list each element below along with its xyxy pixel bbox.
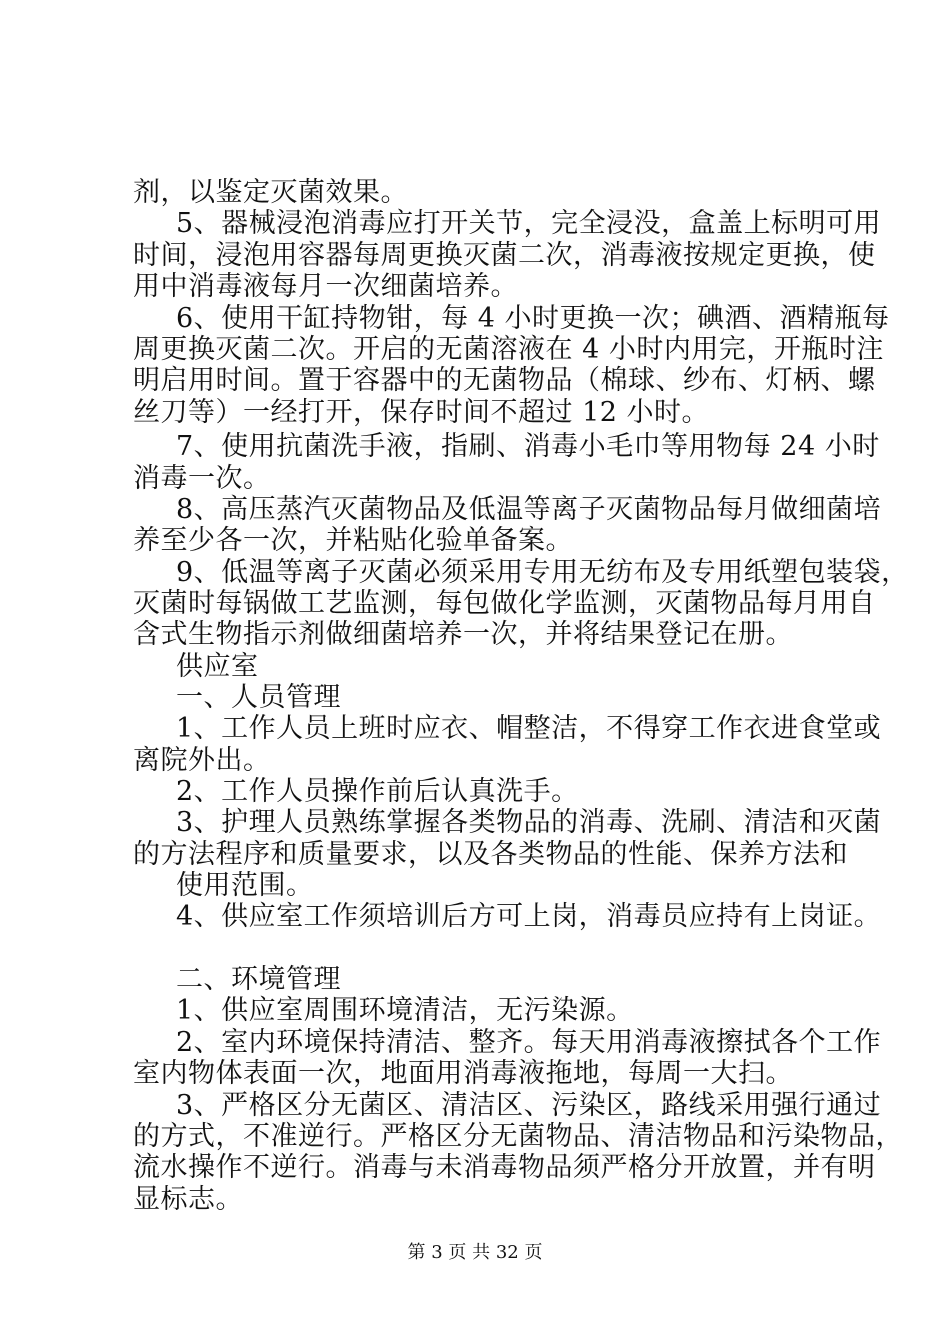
- text-line: 周更换灭菌二次。开启的无菌溶液在 4 小时内用完，开瓶时注: [133, 334, 884, 365]
- text-line: 明启用时间。置于容器中的无菌物品（棉球、纱布、灯柄、螺: [133, 365, 876, 396]
- text-line: 1、供应室周围环境清洁，无污染源。: [176, 995, 634, 1026]
- text-line: 离院外出。: [133, 745, 271, 776]
- page-number-footer: 第 3 页 共 32 页: [407, 1242, 543, 1263]
- text-line: 消毒一次。: [133, 463, 271, 494]
- text-line: 2、工作人员操作前后认真洗手。: [176, 776, 579, 807]
- text-line: 3、护理人员熟练掌握各类物品的消毒、洗刷、清洁和灭菌: [176, 807, 882, 838]
- text-line: 8、高压蒸汽灭菌物品及低温等离子灭菌物品每月做细菌培: [176, 494, 882, 525]
- text-line: 3、严格区分无菌区、清洁区、污染区，路线采用强行通过: [176, 1090, 882, 1121]
- text-line: 的方式，不准逆行。严格区分无菌物品、清洁物品和污染物品，: [133, 1121, 903, 1152]
- section-heading: 一、人员管理: [176, 682, 341, 713]
- text-line: 6、使用干缸持物钳，每 4 小时更换一次；碘酒、酒精瓶每: [176, 303, 890, 334]
- text-line: 5、器械浸泡消毒应打开关节，完全浸没，盒盖上标明可用: [176, 208, 882, 239]
- text-line: 4、供应室工作须培训后方可上岗，消毒员应持有上岗证。: [176, 901, 882, 932]
- text-line: 灭菌时每锅做工艺监测，每包做化学监测，灭菌物品每月用自: [133, 588, 876, 619]
- text-line: 流水操作不逆行。消毒与未消毒物品须严格分开放置，并有明: [133, 1152, 876, 1183]
- text-line: 显标志。: [133, 1184, 243, 1215]
- section-heading: 供应室: [176, 651, 259, 682]
- text-line: 室内物体表面一次，地面用消毒液拖地，每周一大扫。: [133, 1058, 793, 1089]
- text-line: 剂，以鉴定灭菌效果。: [133, 177, 408, 208]
- text-line: 丝刀等）一经打开，保存时间不超过 12 小时。: [133, 397, 710, 428]
- text-line: 时间，浸泡用容器每周更换灭菌二次，消毒液按规定更换，使: [133, 240, 876, 271]
- text-line: 1、工作人员上班时应衣、帽整洁，不得穿工作衣进食堂或: [176, 713, 882, 744]
- text-line: 使用范围。: [176, 870, 314, 901]
- text-line: 含式生物指示剂做细菌培养一次，并将结果登记在册。: [133, 619, 793, 650]
- section-heading: 二、环境管理: [176, 964, 341, 995]
- text-line: 9、低温等离子灭菌必须采用专用无纺布及专用纸塑包装袋，: [176, 557, 909, 588]
- text-line: 用中消毒液每月一次细菌培养。: [133, 271, 518, 302]
- text-line: 的方法程序和质量要求，以及各类物品的性能、保养方法和: [133, 839, 848, 870]
- text-line: 2、室内环境保持清洁、整齐。每天用消毒液擦拭各个工作: [176, 1027, 882, 1058]
- text-line: 养至少各一次，并粘贴化验单备案。: [133, 525, 573, 556]
- text-line: 7、使用抗菌洗手液，指刷、消毒小毛巾等用物每 24 小时: [176, 431, 880, 462]
